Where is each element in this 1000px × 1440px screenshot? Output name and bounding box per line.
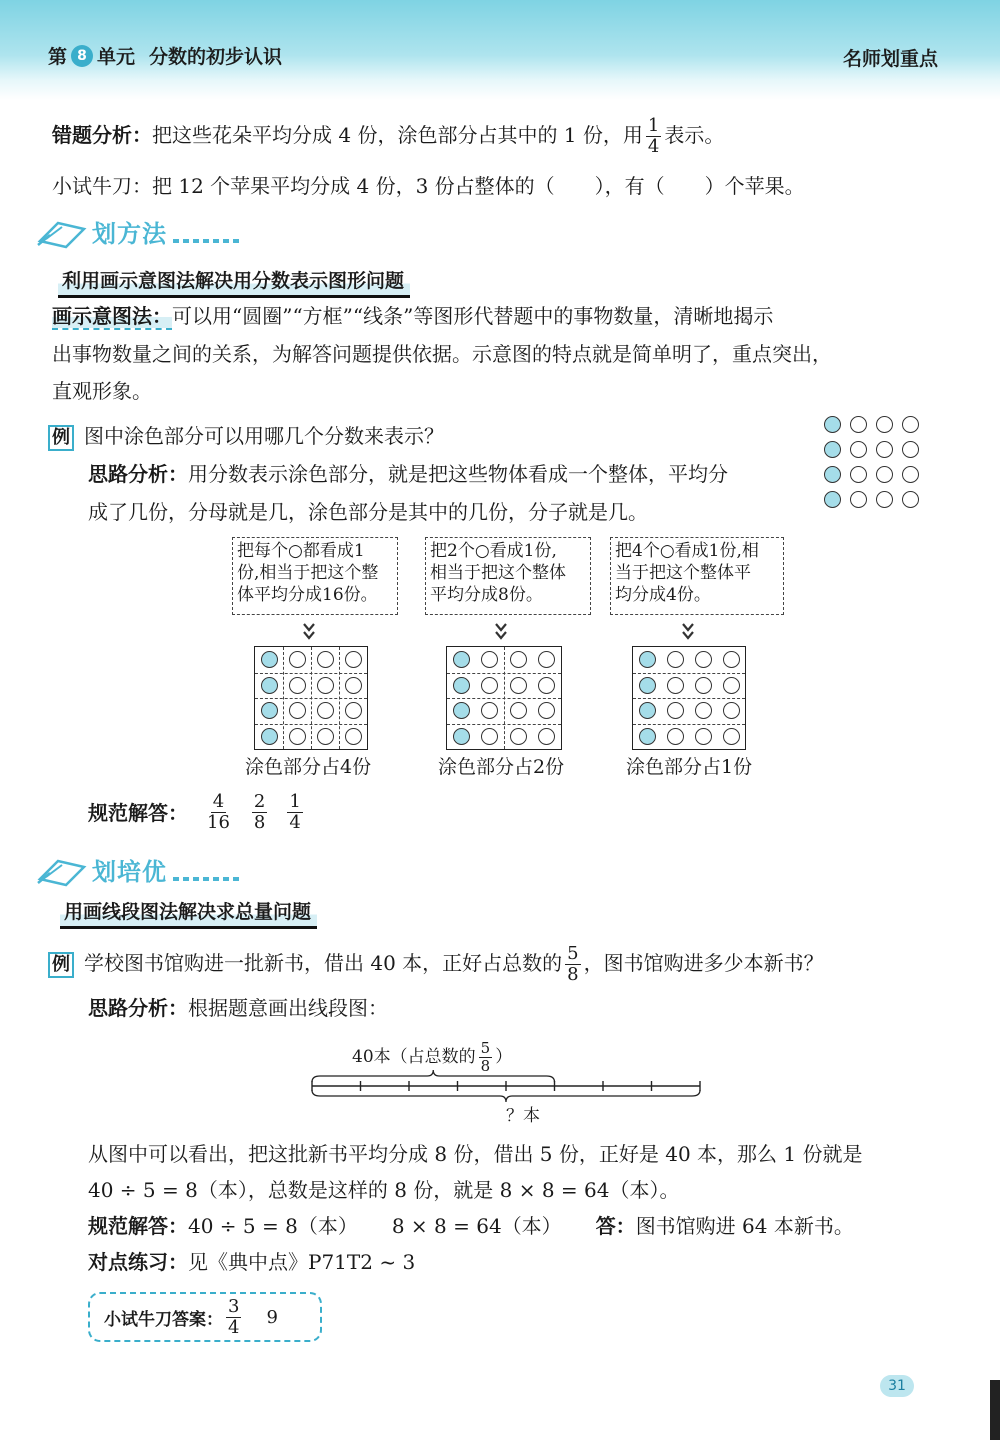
circle: [317, 677, 334, 694]
circle: [695, 677, 712, 694]
explanation-line-2: 40 ÷ 5 = 8（本），总数是这样的 8 份，就是 8 × 8 = 64（本）。: [88, 1178, 680, 1202]
grid-cell: [661, 673, 689, 699]
grid-divider: [633, 724, 745, 725]
circle: [902, 416, 919, 433]
shaded-circle: [639, 728, 656, 745]
trial-answer-box: [88, 1292, 322, 1342]
shaded-circle: [453, 651, 470, 668]
shaded-circle: [453, 702, 470, 719]
diagram-bottom-label: ？本: [506, 1106, 540, 1126]
grid-cell: [255, 673, 283, 699]
circle: [538, 677, 555, 694]
grid-cell: [311, 673, 339, 699]
trial-answer-label: 小试牛刀答案：: [104, 1309, 223, 1330]
example-question-2: [48, 944, 824, 985]
method-label: 画示意图法：: [52, 304, 172, 328]
grid-divider: [447, 698, 561, 699]
fraction-denominator: 4: [647, 136, 660, 157]
analysis-line-1: [88, 460, 728, 488]
fraction-denominator: 16: [207, 812, 230, 833]
circle: [876, 416, 893, 433]
callout-line: 份,相当于把这个整: [237, 563, 379, 583]
grid-cell: [504, 698, 533, 724]
fraction-numerator: 1: [289, 791, 301, 812]
shaded-circle: [824, 466, 841, 483]
grid-cell: [633, 647, 661, 673]
grid-cell: [689, 724, 717, 750]
question-tail: ，图书馆购进多少本新书？: [583, 951, 824, 975]
callout-16-parts: [232, 537, 398, 615]
circle: [850, 441, 867, 458]
circle: [850, 491, 867, 508]
circle: [723, 651, 740, 668]
grid-cell: [311, 724, 339, 750]
circle: [876, 491, 893, 508]
circle: [510, 677, 527, 694]
answer-label: 规范解答：: [88, 800, 188, 825]
grid-cell: [476, 673, 505, 699]
circle: [481, 677, 498, 694]
fraction-denominator: 4: [289, 812, 301, 833]
circle: [481, 651, 498, 668]
shaded-circle: [453, 728, 470, 745]
practice-label: 对点练习：: [88, 1250, 188, 1274]
explanation-line-1: 从图中可以看出，把这批新书平均分成 8 份，借出 5 份，正好是 40 本，那么 1 份就是: [88, 1142, 863, 1166]
pencil-icon: [36, 853, 88, 887]
top-brace: [312, 1070, 555, 1082]
circle: [538, 651, 555, 668]
question-fraction: [565, 944, 580, 985]
grid-cell: [504, 673, 533, 699]
conclusion-label: 答：: [595, 1214, 636, 1238]
circle: [345, 702, 362, 719]
line-segment-diagram: [300, 1068, 710, 1104]
fraction-denominator: 8: [253, 812, 266, 833]
grid-cell: [447, 698, 476, 724]
circle: [317, 702, 334, 719]
series-title: 名师划重点: [842, 48, 938, 70]
standard-answer-2: [88, 1212, 854, 1240]
grid-cell: [661, 698, 689, 724]
grid-divider: [447, 724, 561, 725]
grid-cell: [311, 647, 339, 673]
grid-divider: [255, 673, 367, 674]
grid-cell: [339, 724, 367, 750]
shaded-circle: [639, 702, 656, 719]
circle: [289, 651, 306, 668]
callout-line: 体平均分成16份。: [237, 585, 378, 605]
grid-cell: [476, 724, 505, 750]
diagram-label-close: ）: [495, 1047, 513, 1067]
grid-cell: [717, 698, 745, 724]
section-title: 划方法: [92, 220, 167, 248]
analysis-text: 根据题意画出线段图：: [188, 996, 388, 1020]
unit-suffix: 单元: [97, 46, 136, 68]
circle: [289, 728, 306, 745]
grid-cell: [533, 698, 562, 724]
circle: [289, 677, 306, 694]
shaded-circle: [261, 651, 278, 668]
grid-cell: [447, 724, 476, 750]
callout-line: 相当于把这个整体: [430, 563, 566, 583]
circle: [876, 466, 893, 483]
circle: [695, 702, 712, 719]
circle: [723, 677, 740, 694]
method-text: 可以用“圆圈”“方框”“线条”等图形代替题中的事物数量，清晰地揭示: [172, 304, 774, 328]
trial-question: [52, 172, 805, 200]
grid-cell: [447, 673, 476, 699]
grid-cell: [255, 698, 283, 724]
unit-number-badge: 8: [71, 45, 93, 67]
standard-answer-1: [88, 792, 306, 833]
callout-4-parts: [610, 537, 784, 615]
grid-divider: [447, 673, 561, 674]
trial-answer-fraction: [226, 1297, 241, 1338]
circle: [317, 651, 334, 668]
analysis-label: 思路分析：: [88, 996, 188, 1020]
fraction-numerator: 3: [228, 1295, 240, 1317]
circle: [538, 728, 555, 745]
grid-cell: [504, 647, 533, 673]
grid-cell: [339, 647, 367, 673]
section-topic: 用画线段图法解决求总量问题: [60, 897, 317, 929]
method-line-3: 直观形象。: [52, 379, 152, 403]
callout-line: 均分成4份。: [615, 585, 711, 605]
shaded-circle: [639, 677, 656, 694]
shaded-circle: [261, 728, 278, 745]
practice: [88, 1248, 415, 1276]
circle: [902, 491, 919, 508]
conclusion-text: 图书馆购进 64 本新书。: [635, 1214, 854, 1238]
error-analysis-tail: 表示。: [664, 123, 725, 147]
grid-cell: [533, 647, 562, 673]
circle-figure: [824, 416, 928, 512]
unit-heading: [48, 42, 282, 69]
down-arrow-icon: [681, 622, 695, 642]
circle: [510, 702, 527, 719]
grid-cell: [476, 698, 505, 724]
circle: [538, 702, 555, 719]
circle: [902, 466, 919, 483]
practice-text: 见《典中点》P71T2 ~ 3: [188, 1250, 416, 1274]
circle: [695, 651, 712, 668]
grid-cell: [633, 698, 661, 724]
answer-calc-1: 40 ÷ 5 = 8（本）: [188, 1214, 358, 1238]
grid-cell: [283, 724, 311, 750]
fraction-denominator: 4: [228, 1316, 240, 1338]
answer-fraction: [287, 792, 302, 833]
callout-line: 平均分成8份。: [430, 585, 543, 605]
fraction-numerator: 5: [567, 943, 579, 964]
shaded-circle: [261, 677, 278, 694]
example-question-text: 图中涂色部分可以用哪几个分数来表示？: [84, 424, 444, 448]
section-banner-method: [36, 214, 243, 249]
error-analysis-label: 错题分析：: [52, 123, 152, 147]
example-tag: 例: [48, 425, 74, 451]
shaded-circle: [453, 677, 470, 694]
trial-answer-count: 9: [266, 1306, 278, 1328]
question-text: 学校图书馆购进一批新书，借出 40 本，正好占总数的: [84, 951, 563, 975]
grid-cell: [717, 724, 745, 750]
section-topic: 利用画示意图法解决用分数表示图形问题: [58, 266, 410, 298]
fraction-denominator: 8: [480, 1057, 491, 1075]
circle: [481, 702, 498, 719]
grid-cell: [476, 647, 505, 673]
circle: [902, 441, 919, 458]
grid-caption: 涂色部分占4份: [245, 756, 372, 778]
callout-line: 当于把这个整体平: [615, 563, 751, 583]
diagram-label-text: 40本（占总数的: [352, 1047, 476, 1067]
answer-fraction: [205, 792, 232, 833]
circle: [723, 728, 740, 745]
fraction-denominator: 8: [567, 964, 579, 985]
shaded-circle: [824, 416, 841, 433]
error-analysis-text: 把这些花朵平均分成 4 份，涂色部分占其中的 1 份，用: [152, 123, 643, 147]
grid-cell: [283, 647, 311, 673]
answer-fraction: [252, 792, 267, 833]
grid-caption: 涂色部分占2份: [438, 756, 565, 778]
method-line-1: [52, 302, 773, 330]
grid-cell: [689, 647, 717, 673]
analysis-label: 思路分析：: [88, 462, 188, 486]
grid-cell: [283, 698, 311, 724]
grid-cell: [689, 673, 717, 699]
example-tag: 例: [48, 952, 74, 978]
unit-prefix: 第: [48, 46, 68, 68]
grid-cell: [717, 647, 745, 673]
analysis-text: 用分数表示涂色部分，就是把这些物体看成一个整体，平均分: [188, 462, 728, 486]
grid-cell: [255, 724, 283, 750]
grid-16-parts: [254, 646, 368, 750]
answer-calc-2: 8 × 8 = 64（本）: [391, 1214, 562, 1238]
trial-text: 把 12 个苹果平均分成 4 份，3 份占整体的（ ），有（ ）个苹果。: [152, 174, 805, 198]
grid-divider: [633, 673, 745, 674]
grid-cell: [533, 673, 562, 699]
circle: [510, 728, 527, 745]
shaded-circle: [261, 702, 278, 719]
banner-dots: [173, 877, 243, 881]
circle: [345, 728, 362, 745]
example-question: [48, 422, 444, 451]
circle: [289, 702, 306, 719]
banner-dots: [173, 239, 243, 243]
circle: [850, 466, 867, 483]
grid-cell: [311, 698, 339, 724]
answer-label: 规范解答：: [88, 1214, 188, 1238]
circle: [667, 651, 684, 668]
grid-cell: [339, 673, 367, 699]
shaded-circle: [824, 441, 841, 458]
page-number: 31: [880, 1375, 914, 1397]
circle: [695, 728, 712, 745]
circle: [667, 677, 684, 694]
grid-cell: [339, 698, 367, 724]
grid-cell: [633, 724, 661, 750]
circle: [345, 677, 362, 694]
fraction: [646, 116, 661, 157]
callout-8-parts: [425, 537, 591, 615]
grid-cell: [255, 647, 283, 673]
analysis-2: [88, 994, 388, 1022]
circle: [345, 651, 362, 668]
analysis-line-2: 成了几份，分母就是几，涂色部分是其中的几份，分子就是几。: [88, 500, 648, 524]
circle: [667, 728, 684, 745]
grid-caption: 涂色部分占1份: [626, 756, 753, 778]
grid-cell: [689, 698, 717, 724]
shaded-circle: [824, 491, 841, 508]
error-analysis: [52, 116, 724, 157]
circle: [876, 441, 893, 458]
chapter-title: 分数的初步认识: [149, 46, 283, 68]
circle: [667, 702, 684, 719]
grid-divider: [255, 724, 367, 725]
grid-divider: [633, 698, 745, 699]
grid-cell: [633, 673, 661, 699]
circle: [317, 728, 334, 745]
callout-line: 把每个○都看成1: [237, 541, 365, 561]
grid-4-parts: [632, 646, 746, 750]
callout-line: 把4个○看成1份,相: [615, 541, 759, 561]
fraction-numerator: 4: [212, 791, 225, 812]
section-title: 划培优: [92, 858, 167, 886]
bottom-brace: [312, 1090, 700, 1102]
grid-cell: [717, 673, 745, 699]
fraction-numerator: 5: [480, 1039, 491, 1057]
fraction-numerator: 2: [253, 791, 266, 812]
shaded-circle: [639, 651, 656, 668]
grid-cell: [447, 647, 476, 673]
grid-divider: [255, 698, 367, 699]
circle: [510, 651, 527, 668]
grid-cell: [504, 724, 533, 750]
page-edge: [990, 1380, 1000, 1440]
section-banner-advance: [36, 852, 243, 887]
circle: [723, 702, 740, 719]
method-line-2: 出事物数量之间的关系，为解答问题提供依据。示意图的特点就是简单明了，重点突出，: [52, 342, 832, 366]
circle: [850, 416, 867, 433]
page-header: [0, 0, 1000, 100]
callout-line: 把2个○看成1份,: [430, 541, 557, 561]
grid-cell: [661, 647, 689, 673]
grid-8-parts: [446, 646, 562, 750]
pencil-icon: [36, 215, 88, 249]
fraction-numerator: 1: [647, 115, 660, 136]
down-arrow-icon: [494, 622, 508, 642]
grid-cell: [533, 724, 562, 750]
grid-cell: [661, 724, 689, 750]
circle: [481, 728, 498, 745]
down-arrow-icon: [302, 622, 316, 642]
trial-label: 小试牛刀：: [52, 174, 152, 198]
grid-cell: [283, 673, 311, 699]
